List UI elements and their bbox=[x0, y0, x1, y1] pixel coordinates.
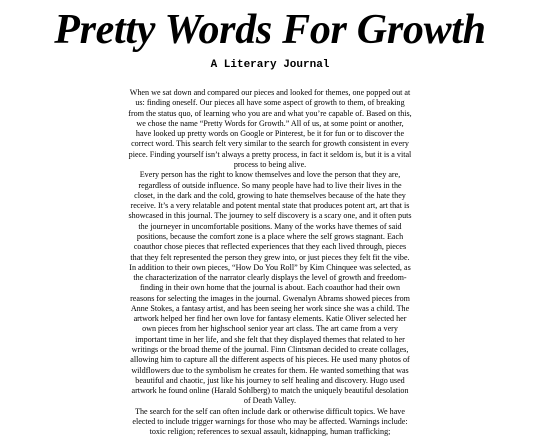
journal-title: Pretty Words For Growth bbox=[54, 7, 486, 53]
intro-paragraph-2: Every person has the right to know themselves and love the person that they are, regardless of outside influence. So many people have had to live their lives in the closet, in the dark and the cold, growing to hate themselves because of the hate they receive. It’s a very relatable and potent mental state that produces potent art, art that is showcased in this journal. The journey to self discovery is a scary one, and it often puts the journeyer in uncomfortable positions. Many of the works have themes of said positions, because the comfort zone is a place where the self grows stagnant. Each coauthor chose pieces that reflected experiences that they each lived through, pieces that they felt represented the person they grew into, or just pieces they felt fit the vibe. In addition to their own pieces, “How Do You Roll” by Kim Chinquee was selected, as the characterization of the narrator clearly displays the level of growth and freedom-finding in their own home that the journal is about. Each coauthor had their own reasons for selecting the images in the journal. Gwenalyn Abrams showed pieces from Anne Stokes, a fantasy artist, and has been seeing her work since she was a child. The artwork helped her find her own love for fantasy elements. Katie Oliver selected her own pieces from her highschool senior year art class. The art came from a very important time in her life, and she felt that they displayed themes that related to her writings or the broad theme of the journal. Finn Clintsman decided to create collages, allowing him to capture all the different aspects of his pieces. He used many photos of wildflowers due to the symbolism he creates for them. He wanted something that was beautiful and chaotic, just like his journey to self healing and discovery. Hugo used artwork he found online (Harald Sohlberg) to match the uniquely beautiful desolation of Death Valley. bbox=[128, 170, 412, 406]
intro-paragraph-1: When we sat down and compared our pieces and looked for themes, one popped out at us: finding oneself. Our pieces all have some aspect of growth to them, of breaking from the status quo, of learning who you are and what you’re capable of. Based on this, we chose the name “Pretty Words for Growth.” All of us, at some point or another, have looked up pretty words on Google or Pinterest, be it for fun or to discover the correct word. This search felt very similar to the search for growth consistent in every piece. Finding yourself isn’t always a pretty process, in fact it seldom is, but it is a vital process to being alive. bbox=[128, 88, 412, 169]
intro-paragraph-3: The search for the self can often include dark or otherwise difficult topics. We have elected to include trigger warnings for those who may be affected. Warnings include: toxic religion; references to sexual assault, kidnapping, human trafficking; bbox=[132, 406, 408, 437]
journal-subtitle: A Literary Journal bbox=[210, 59, 330, 71]
introduction-text bbox=[128, 88, 412, 438]
